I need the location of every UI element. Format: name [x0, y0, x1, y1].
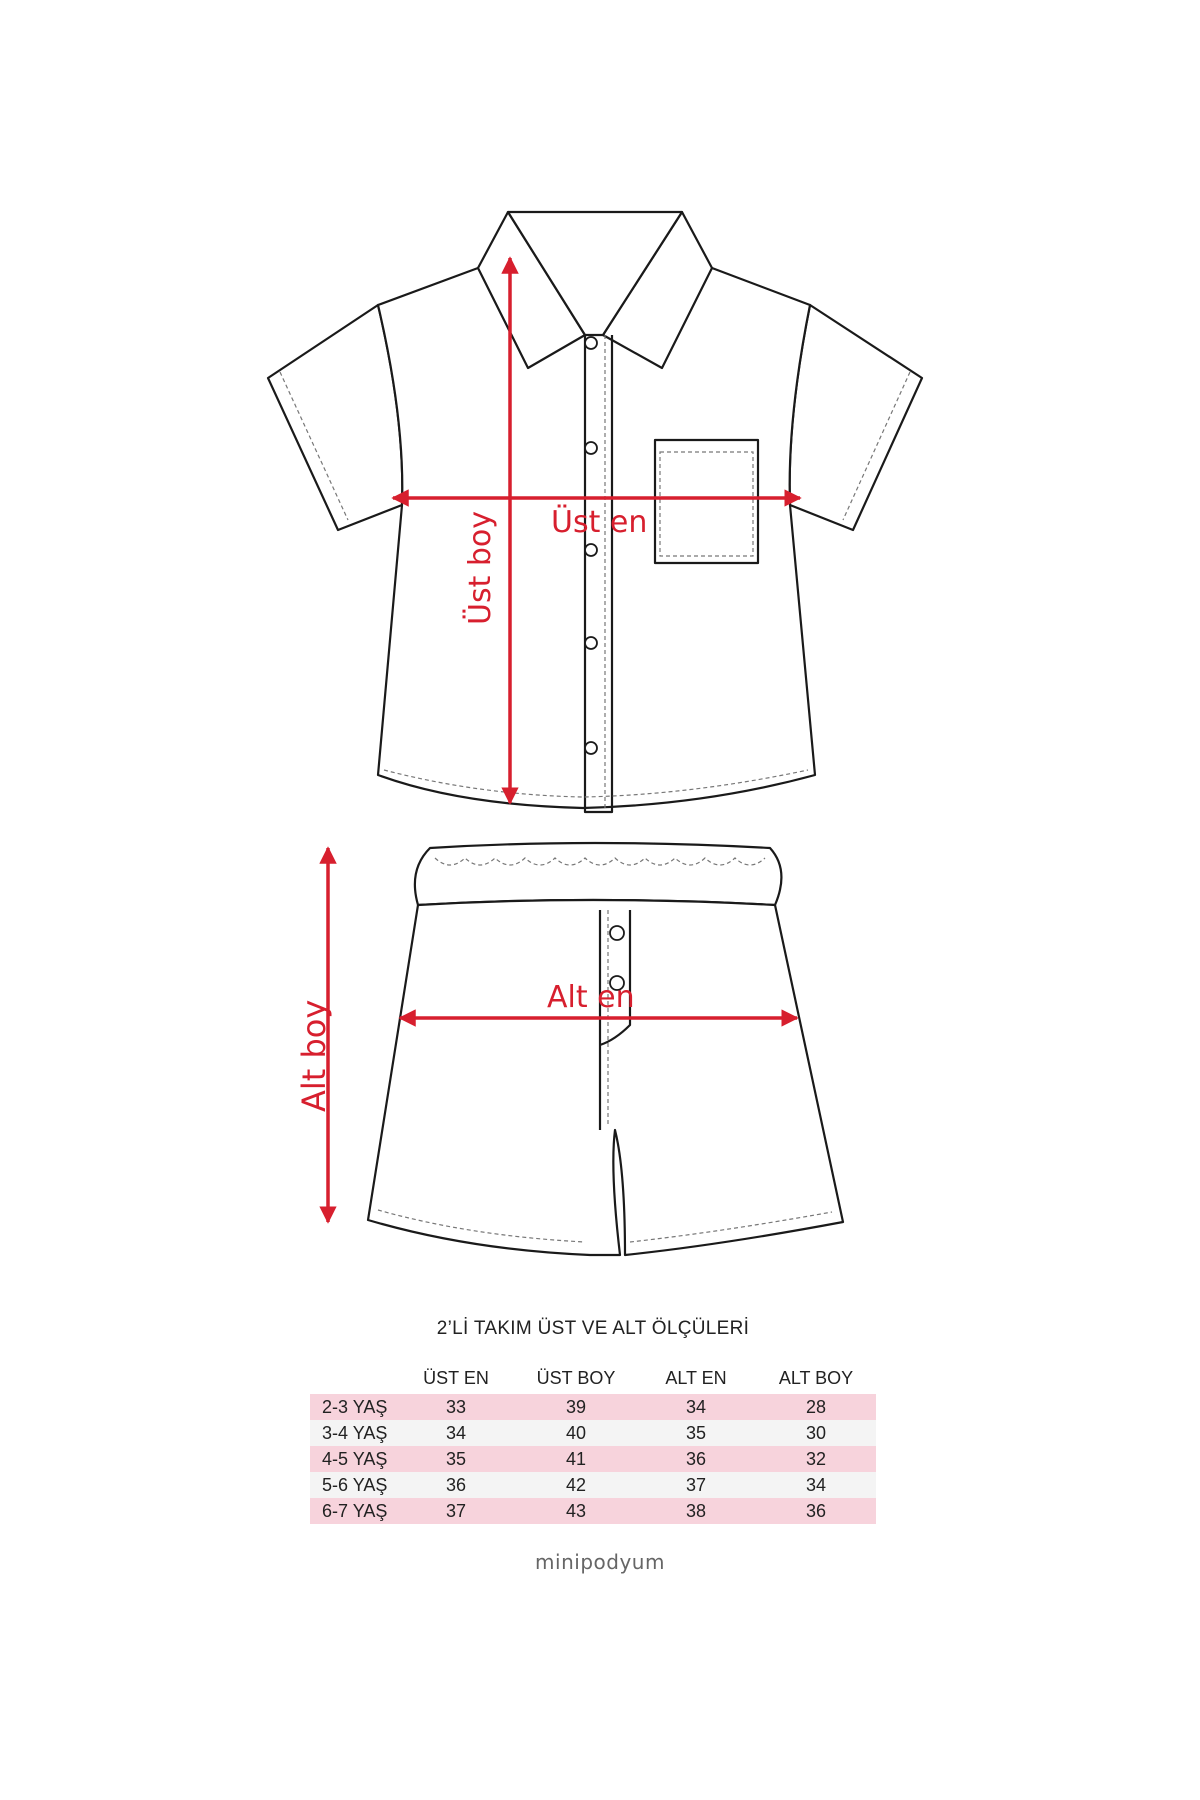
- table-cell: 28: [756, 1394, 876, 1420]
- table-cell: 39: [516, 1394, 636, 1420]
- alt-boy-label: Alt boy: [295, 999, 333, 1112]
- table-cell: 33: [396, 1394, 516, 1420]
- button-icon: [585, 742, 597, 754]
- table-cell: 34: [636, 1394, 756, 1420]
- brand-logo: minipodyum: [535, 1550, 665, 1574]
- header-ust-en: ÜST EN: [423, 1367, 489, 1388]
- table-cell: 35: [396, 1446, 516, 1472]
- table-cell: 32: [756, 1446, 876, 1472]
- table-cell: 30: [756, 1420, 876, 1446]
- table-cell: 42: [516, 1472, 636, 1498]
- header-alt-boy: ALT BOY: [778, 1367, 854, 1388]
- header-ust-boy: ÜST BOY: [536, 1367, 616, 1388]
- table-cell: 37: [636, 1472, 756, 1498]
- table-cell: 36: [396, 1472, 516, 1498]
- ust-en-label: Üst en: [551, 505, 648, 540]
- shirt-pocket: [655, 440, 758, 563]
- size-chart: [310, 1318, 876, 1524]
- age-cell: 2-3 YAŞ: [310, 1394, 396, 1420]
- size-chart-title: 2’Lİ TAKIM ÜST VE ALT ÖLÇÜLERİ: [436, 1318, 750, 1339]
- shorts-waistband: [415, 843, 782, 905]
- table-cell: 43: [516, 1498, 636, 1524]
- button-icon: [585, 544, 597, 556]
- button-icon: [585, 442, 597, 454]
- age-cell: 6-7 YAŞ: [310, 1498, 396, 1524]
- table-cell: 41: [516, 1446, 636, 1472]
- table-header-row: [310, 1362, 876, 1394]
- shirt-right-sleeve: [790, 305, 922, 530]
- table-row: [310, 1420, 876, 1446]
- shorts-body: [368, 900, 843, 1255]
- button-icon: [585, 637, 597, 649]
- shorts-drawing: [368, 843, 843, 1255]
- table-cell: 34: [756, 1472, 876, 1498]
- button-icon: [610, 926, 624, 940]
- table-cell: 34: [396, 1420, 516, 1446]
- age-cell: 4-5 YAŞ: [310, 1446, 396, 1472]
- table-cell: 35: [636, 1420, 756, 1446]
- table-row: [310, 1498, 876, 1524]
- age-cell: 3-4 YAŞ: [310, 1420, 396, 1446]
- age-cell: 5-6 YAŞ: [310, 1472, 396, 1498]
- header-alt-en: ALT EN: [665, 1367, 727, 1388]
- table-cell: 40: [516, 1420, 636, 1446]
- table-cell: 36: [636, 1446, 756, 1472]
- size-table: [310, 1362, 876, 1524]
- table-cell: 37: [396, 1498, 516, 1524]
- shirt-left-sleeve: [268, 305, 402, 530]
- table-row: [310, 1446, 876, 1472]
- header-age: [310, 1362, 396, 1394]
- table-row: [310, 1394, 876, 1420]
- table-cell: 38: [636, 1498, 756, 1524]
- table-cell: 36: [756, 1498, 876, 1524]
- ust-boy-label: Üst boy: [463, 510, 498, 625]
- button-icon: [585, 337, 597, 349]
- alt-en-label: Alt en: [547, 980, 635, 1015]
- table-row: [310, 1472, 876, 1498]
